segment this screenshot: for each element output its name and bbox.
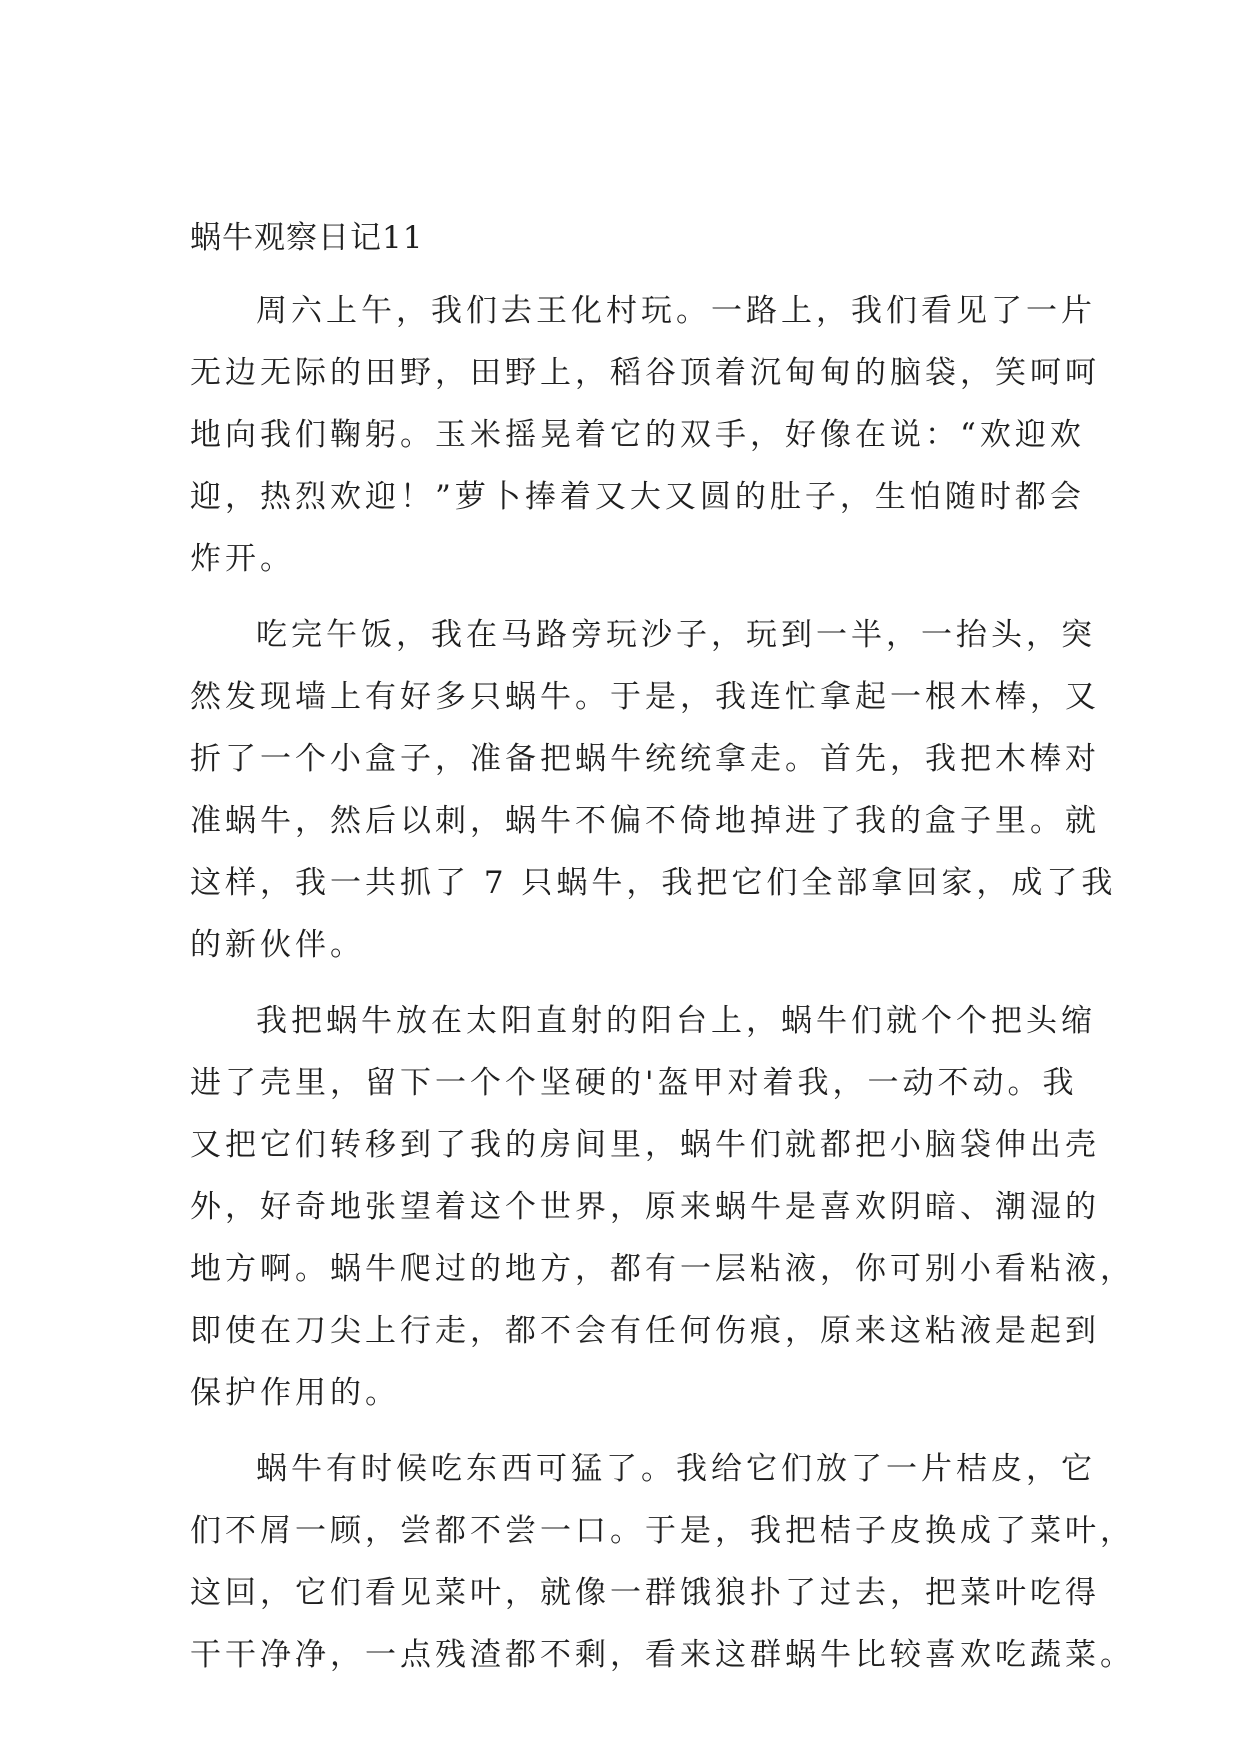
paragraph-line: 准蜗牛，然后以刺，蜗牛不偏不倚地掉进了我的盒子里。就 (190, 803, 1100, 839)
paragraph-line: 即使在刀尖上行走，都不会有任何伤痕，原来这粘液是起到 (190, 1313, 1100, 1349)
paragraph-3 (190, 990, 1135, 1424)
document-body (190, 218, 1135, 1686)
paragraph-line: 折了一个小盒子，准备把蜗牛统统拿走。首先，我把木棒对 (190, 741, 1100, 777)
paragraph-line: 这回，它们看见菜叶，就像一群饿狼扑了过去，把菜叶吃得 (190, 1575, 1100, 1611)
paragraph-line: 地向我们鞠躬。玉米摇晃着它的双手，好像在说：“欢迎欢 (190, 417, 1085, 453)
paragraph-1 (190, 280, 1100, 590)
document-title: 蜗牛观察日记11 (190, 220, 424, 256)
paragraph-2 (190, 604, 1117, 976)
paragraph-line: 然发现墙上有好多只蜗牛。于是，我连忙拿起一根木棒，又 (190, 679, 1100, 715)
paragraph-line: 蜗牛有时候吃东西可猛了。我给它们放了一片桔皮，它 (256, 1451, 1096, 1487)
paragraph-line: 保护作用的。 (190, 1375, 400, 1411)
paragraph-line: 周六上午，我们去王化村玩。一路上，我们看见了一片 (256, 293, 1096, 329)
paragraph-line: 外，好奇地张望着这个世界，原来蜗牛是喜欢阴暗、潮湿的 (190, 1189, 1100, 1225)
paragraph-line: 们不屑一顾，尝都不尝一口。于是，我把桔子皮换成了菜叶， (190, 1513, 1135, 1549)
paragraph-line: 进了壳里，留下一个个坚硬的'盔甲对着我，一动不动。我 (190, 1065, 1078, 1101)
paragraph-line: 的新伙伴。 (190, 927, 365, 963)
paragraph-line: 无边无际的田野，田野上，稻谷顶着沉甸甸的脑袋，笑呵呵 (190, 355, 1100, 391)
paragraph-4 (190, 1438, 1135, 1686)
paragraph-line: 我把蜗牛放在太阳直射的阳台上，蜗牛们就个个把头缩 (256, 1003, 1096, 1039)
paragraph-line: 地方啊。蜗牛爬过的地方，都有一层粘液，你可别小看粘液， (190, 1251, 1135, 1287)
paragraph-line: 这样，我一共抓了 7 只蜗牛，我把它们全部拿回家，成了我 (190, 865, 1117, 901)
paragraph-line: 干干净净，一点残渣都不剩，看来这群蜗牛比较喜欢吃蔬菜。 (190, 1637, 1135, 1673)
paragraph-line: 又把它们转移到了我的房间里，蜗牛们就都把小脑袋伸出壳 (190, 1127, 1100, 1163)
paragraph-line: 迎，热烈欢迎！”萝卜捧着又大又圆的肚子，生怕随时都会 (190, 479, 1085, 515)
paragraph-line: 吃完午饭，我在马路旁玩沙子，玩到一半，一抬头，突 (256, 617, 1096, 653)
paragraph-line: 炸开。 (190, 541, 295, 577)
